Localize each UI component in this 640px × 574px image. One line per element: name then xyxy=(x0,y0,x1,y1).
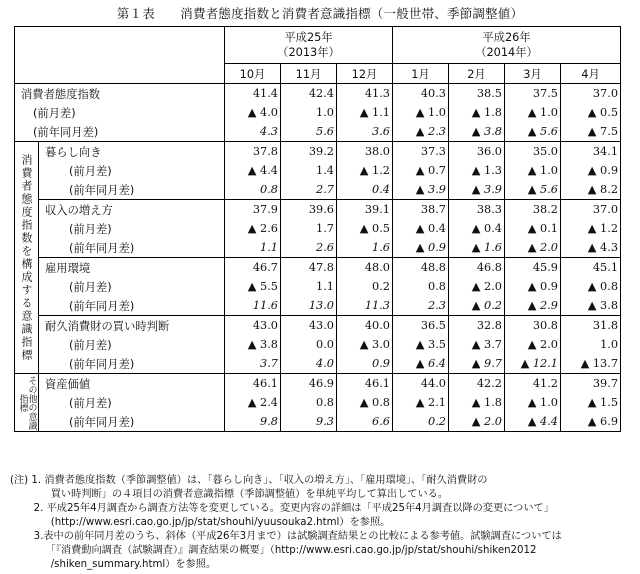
table-cell: ▲ 1.2 xyxy=(561,219,621,238)
table-cell: ▲ 1.0 xyxy=(393,103,449,122)
table-cell: ▲ 2.0 xyxy=(505,238,561,258)
table-cell: 46.1 xyxy=(337,374,393,394)
table-cell: 38.3 xyxy=(449,200,505,220)
table-row xyxy=(15,238,621,258)
table-cell: 32.8 xyxy=(449,316,505,336)
table-cell: ▲ 3.0 xyxy=(337,335,393,354)
table-row xyxy=(15,354,621,374)
table-cell: 31.8 xyxy=(561,316,621,336)
table-row xyxy=(15,335,621,354)
table-cell: ▲ 3.9 xyxy=(449,180,505,200)
table-cell: ▲ 1.2 xyxy=(337,161,393,180)
table-row xyxy=(15,316,621,336)
table-cell: ▲ 0.4 xyxy=(449,219,505,238)
table-cell: 11.6 xyxy=(225,296,281,316)
table-cell: 0.8 xyxy=(225,180,281,200)
table-cell: ▲ 2.6 xyxy=(225,219,281,238)
table-cell: ▲ 2.1 xyxy=(393,393,449,412)
table-cell: ▲ 1.6 xyxy=(449,238,505,258)
row-label: 資産価値 xyxy=(39,374,225,394)
table-cell: ▲ 2.0 xyxy=(449,277,505,296)
month-header: 12月 xyxy=(337,64,393,84)
table-cell: ▲ 1.8 xyxy=(449,103,505,122)
table-cell: ▲ 4.4 xyxy=(225,161,281,180)
table-cell: 35.0 xyxy=(505,142,561,162)
table-cell: 37.9 xyxy=(225,200,281,220)
footnote-line: (注) 1. 消費者態度指数（季節調整値）は、「暮らし向き」、「収入の増え方」、「雇用環境」、「耐久消費財の xyxy=(10,475,488,486)
table-cell: 36.0 xyxy=(449,142,505,162)
footnote-line: 買い時判断」の４項目の消費者意識指標（季節調整値）を単純平均して算出している。 xyxy=(10,489,449,500)
table-row xyxy=(15,277,621,296)
table-cell: 13.0 xyxy=(281,296,337,316)
table-cell: ▲ 0.5 xyxy=(337,219,393,238)
table-cell: ▲ 0.7 xyxy=(393,161,449,180)
month-header: 10月 xyxy=(225,64,281,84)
table-cell: ▲ 1.1 xyxy=(337,103,393,122)
table-cell: 0.2 xyxy=(393,412,449,432)
table-cell: 46.1 xyxy=(225,374,281,394)
table-cell: ▲ 3.7 xyxy=(449,335,505,354)
row-label: 耐久消費財の買い時判断 xyxy=(39,316,225,336)
table-cell: ▲ 9.7 xyxy=(449,354,505,374)
table-cell: ▲ 6.4 xyxy=(393,354,449,374)
row-label: (前月差) xyxy=(39,277,225,296)
table-cell: ▲ 3.8 xyxy=(449,122,505,142)
table-cell: 34.1 xyxy=(561,142,621,162)
table-cell: 37.0 xyxy=(561,84,621,104)
table-cell: 40.0 xyxy=(337,316,393,336)
table-cell: ▲ 0.8 xyxy=(561,277,621,296)
table-row xyxy=(15,161,621,180)
table-cell: ▲ 12.1 xyxy=(505,354,561,374)
table-cell: 42.4 xyxy=(281,84,337,104)
table-row xyxy=(15,180,621,200)
table-row xyxy=(15,103,621,122)
table-cell: ▲ 0.8 xyxy=(337,393,393,412)
table-cell: 41.3 xyxy=(337,84,393,104)
table-cell: 0.8 xyxy=(393,277,449,296)
table-row xyxy=(15,219,621,238)
table-cell: 38.2 xyxy=(505,200,561,220)
table-cell: 1.6 xyxy=(337,238,393,258)
table-cell: 38.0 xyxy=(337,142,393,162)
table-cell: 30.8 xyxy=(505,316,561,336)
row-label: (前月差) xyxy=(39,219,225,238)
table-cell: ▲ 2.4 xyxy=(225,393,281,412)
table-cell: ▲ 5.5 xyxy=(225,277,281,296)
table-cell: ▲ 2.0 xyxy=(449,412,505,432)
row-label: (前月差) xyxy=(15,103,225,122)
footnote-line: /shiken_summary.html）を参照。 xyxy=(10,559,217,570)
row-label: (前月差) xyxy=(39,393,225,412)
row-label: (前年同月差) xyxy=(39,238,225,258)
row-label: 暮らし向き xyxy=(39,142,225,162)
row-label: 収入の増え方 xyxy=(39,200,225,220)
table-cell: ▲ 1.0 xyxy=(505,103,561,122)
month-header: 4月 xyxy=(561,64,621,84)
month-header: 1月 xyxy=(393,64,449,84)
footnote-line: 3.表中の前年同月差のうち、斜体（平成26年3月まで）は試験調査結果との比較による参考値。試験調査については xyxy=(10,531,562,542)
table-cell: 1.1 xyxy=(225,238,281,258)
table-cell: ▲ 0.1 xyxy=(505,219,561,238)
table-cell: ▲ 1.0 xyxy=(505,161,561,180)
table-cell: ▲ 8.2 xyxy=(561,180,621,200)
table-row xyxy=(15,84,621,104)
table-cell: ▲ 2.9 xyxy=(505,296,561,316)
table-row xyxy=(15,142,621,162)
table-cell: ▲ 1.8 xyxy=(449,393,505,412)
table-cell: ▲ 4.4 xyxy=(505,412,561,432)
table-row xyxy=(15,200,621,220)
row-label: 消費者態度指数 xyxy=(15,84,225,104)
table-cell: 1.1 xyxy=(281,277,337,296)
table-cell: 0.4 xyxy=(337,180,393,200)
month-header: 2月 xyxy=(449,64,505,84)
table-cell: 37.8 xyxy=(225,142,281,162)
table-cell: 1.4 xyxy=(281,161,337,180)
row-label: (前年同月差) xyxy=(15,122,225,142)
table-cell: 45.1 xyxy=(561,258,621,278)
table-cell: 11.3 xyxy=(337,296,393,316)
table-cell: 41.2 xyxy=(505,374,561,394)
table-cell: 39.6 xyxy=(281,200,337,220)
table-cell: 5.6 xyxy=(281,122,337,142)
table-cell: 39.7 xyxy=(561,374,621,394)
row-label: (前月差) xyxy=(39,335,225,354)
table-cell: 0.2 xyxy=(337,277,393,296)
index-table-container xyxy=(14,26,620,432)
table-cell: 37.3 xyxy=(393,142,449,162)
table-row xyxy=(15,393,621,412)
table-cell: 46.8 xyxy=(449,258,505,278)
table-cell: ▲ 6.9 xyxy=(561,412,621,432)
table-cell: 4.3 xyxy=(225,122,281,142)
table-cell: ▲ 2.3 xyxy=(393,122,449,142)
table-cell: 9.3 xyxy=(281,412,337,432)
row-label: (前年同月差) xyxy=(39,296,225,316)
table-cell: ▲ 3.5 xyxy=(393,335,449,354)
side-label-other: その他の意識指標 xyxy=(15,374,39,432)
table-cell: ▲ 0.9 xyxy=(505,277,561,296)
table-cell: 48.0 xyxy=(337,258,393,278)
table-cell: ▲ 5.6 xyxy=(505,180,561,200)
table-cell: 0.9 xyxy=(337,354,393,374)
table-cell: ▲ 0.2 xyxy=(449,296,505,316)
table-cell: ▲ 0.9 xyxy=(561,161,621,180)
consumer-confidence-table xyxy=(14,26,621,432)
table-cell: ▲ 3.8 xyxy=(225,335,281,354)
table-row xyxy=(15,374,621,394)
table-cell: 47.8 xyxy=(281,258,337,278)
table-cell: 37.0 xyxy=(561,200,621,220)
table-cell: ▲ 5.6 xyxy=(505,122,561,142)
year-header-2014: 平成26年 （2014年） xyxy=(393,27,621,64)
side-label-main: 消費者態度指数を構成する意識指標 xyxy=(15,142,39,374)
table-cell: 9.8 xyxy=(225,412,281,432)
table-cell: ▲ 1.3 xyxy=(449,161,505,180)
table-row xyxy=(15,258,621,278)
table-cell: ▲ 0.9 xyxy=(393,238,449,258)
table-cell: ▲ 2.0 xyxy=(505,335,561,354)
table-cell: ▲ 0.5 xyxy=(561,103,621,122)
table-cell: 42.2 xyxy=(449,374,505,394)
table-cell: ▲ 4.0 xyxy=(225,103,281,122)
table-cell: 3.7 xyxy=(225,354,281,374)
month-header: 3月 xyxy=(505,64,561,84)
table-cell: 43.0 xyxy=(225,316,281,336)
row-label: (前年同月差) xyxy=(39,180,225,200)
footnote-line: 2. 平成25年4月調査から調査方法等を変更している。変更内容の詳細は「平成25年4月調査以降の変更について」 xyxy=(10,503,554,514)
table-cell: 0.8 xyxy=(281,393,337,412)
table-cell: ▲ 4.3 xyxy=(561,238,621,258)
table-cell: 1.7 xyxy=(281,219,337,238)
table-cell: 46.9 xyxy=(281,374,337,394)
table-row xyxy=(15,296,621,316)
table-cell: 2.7 xyxy=(281,180,337,200)
year-header-2013: 平成25年 （2013年） xyxy=(225,27,393,64)
row-label: (前年同月差) xyxy=(39,412,225,432)
table-cell: ▲ 7.5 xyxy=(561,122,621,142)
table-cell: ▲ 13.7 xyxy=(561,354,621,374)
table-cell: 1.0 xyxy=(281,103,337,122)
table-cell: ▲ 1.5 xyxy=(561,393,621,412)
month-header: 11月 xyxy=(281,64,337,84)
table-cell: 3.6 xyxy=(337,122,393,142)
table-title: 第１表 消費者態度指数と消費者意識指標（一般世帯、季節調整値） xyxy=(116,6,524,21)
row-label: 雇用環境 xyxy=(39,258,225,278)
row-label: (前月差) xyxy=(39,161,225,180)
table-cell: ▲ 0.4 xyxy=(393,219,449,238)
footnote-line: 「『消費動向調査（試験調査）』調査結果の概要」（http://www.esri.cao.go.jp/jp/stat/shouhi/shiken2012 xyxy=(10,545,537,556)
table-cell: 4.0 xyxy=(281,354,337,374)
table-cell: 48.8 xyxy=(393,258,449,278)
footnote-line: (http://www.esri.cao.go.jp/jp/stat/shouhi/yuusouka2.html）を参照。 xyxy=(10,517,391,528)
table-row xyxy=(15,412,621,432)
table-cell: 36.5 xyxy=(393,316,449,336)
header-corner xyxy=(15,27,225,84)
footnotes xyxy=(10,474,630,572)
table-cell: ▲ 1.0 xyxy=(505,393,561,412)
table-cell: 44.0 xyxy=(393,374,449,394)
table-cell: 40.3 xyxy=(393,84,449,104)
table-cell: 37.5 xyxy=(505,84,561,104)
table-cell: 0.0 xyxy=(281,335,337,354)
table-cell: 45.9 xyxy=(505,258,561,278)
table-cell: 39.2 xyxy=(281,142,337,162)
row-label: (前年同月差) xyxy=(39,354,225,374)
table-cell: 46.7 xyxy=(225,258,281,278)
table-cell: 39.1 xyxy=(337,200,393,220)
table-cell: 1.0 xyxy=(561,335,621,354)
table-cell: 6.6 xyxy=(337,412,393,432)
table-cell: 43.0 xyxy=(281,316,337,336)
table-cell: ▲ 3.9 xyxy=(393,180,449,200)
table-cell: 38.7 xyxy=(393,200,449,220)
table-cell: 41.4 xyxy=(225,84,281,104)
table-cell: ▲ 3.8 xyxy=(561,296,621,316)
table-cell: 2.3 xyxy=(393,296,449,316)
table-cell: 38.5 xyxy=(449,84,505,104)
table-row xyxy=(15,122,621,142)
table-cell: 2.6 xyxy=(281,238,337,258)
